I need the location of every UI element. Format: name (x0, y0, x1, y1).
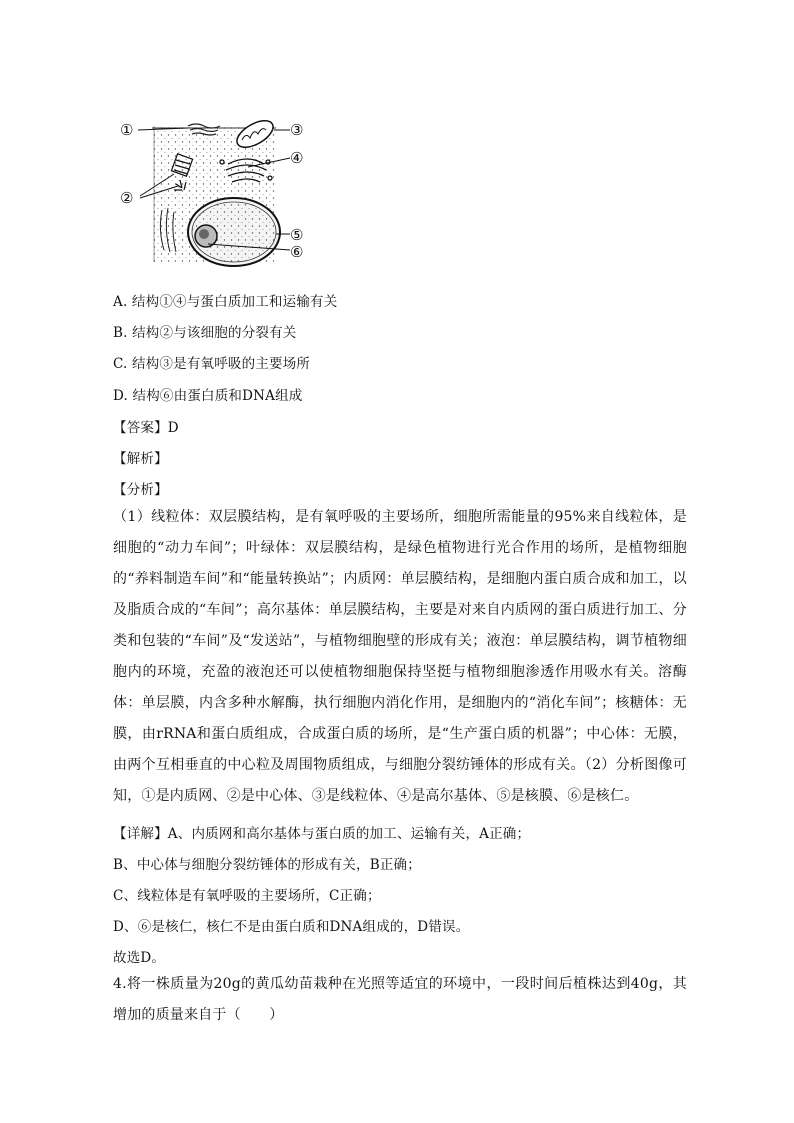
detail-line-5: 故选D。 (113, 950, 166, 966)
figure-label-2: ② (120, 189, 134, 207)
analyze-header: 【分析】 (113, 482, 168, 498)
figure-label-5: ⑤ (290, 226, 304, 244)
detail-line-2: B、中心体与细胞分裂纺锤体的形成有关，B正确； (113, 857, 421, 873)
figure-label-1: ① (120, 121, 134, 139)
answer-line: 【答案】D (113, 420, 179, 436)
figure-label-6: ⑥ (290, 243, 304, 261)
option-a: A. 结构①④与蛋白质加工和运输有关 (113, 294, 338, 310)
option-d: D. 结构⑥由蛋白质和DNA组成 (113, 388, 303, 404)
detail-line-3: C、线粒体是有氧呼吸的主要场所，C正确； (113, 888, 381, 904)
cell-structure-figure (118, 112, 318, 268)
analysis-paragraph: （1）线粒体：双层膜结构，是有氧呼吸的主要场所，细胞所需能量的95%来自线粒体，是细胞的“动力车间”；叶绿体：双层膜结构，是绿色植物进行光合作用的场所，是植物细胞的“养料制造车间”和“能量转换站”；内质网：单层膜结构，是细胞内蛋白质合成和加工，以及脂质合成的“车间”；高尔基体：单层膜结构，主要是对来自内质网的蛋白质进行加工、分类和包装的“车间”及“发送站”，与植物细胞壁的形成有关；液泡：单层膜结构，调节植物细胞内的环境，充盈的液泡还可以使植物细胞保持坚挺与植物细胞渗透作用吸水有关。溶酶体：单层膜，内含多种水解酶，执行细胞内消化作用，是细胞内的“消化车间”；核糖体：无膜，由rRNA和蛋白质组成，合成蛋白质的场所，是“生产蛋白质的机器”；中心体：无膜，由两个互相垂直的中心粒及周围物质组成，与细胞分裂纺锤体的形成有关。（2）分析图像可知，①是内质网、②是中心体、③是线粒体、④是高尔基体、⑤是核膜、⑥是核仁。 (113, 509, 687, 804)
detail-line-4: D、⑥是核仁，核仁不是由蛋白质和DNA组成的，D错误。 (113, 919, 470, 935)
analysis-header: 【解析】 (113, 451, 168, 467)
figure-label-3: ③ (290, 121, 304, 139)
detail-line-1: 【详解】A、内质网和高尔基体与蛋白质的加工、运输有关，A正确； (113, 826, 531, 842)
option-b: B. 结构②与该细胞的分裂有关 (113, 325, 297, 341)
option-c: C. 结构③是有氧呼吸的主要场所 (113, 356, 311, 372)
next-question: 4.将一株质量为20g的黄瓜幼苗栽种在光照等适宜的环境中，一段时间后植株达到40g，其增加的质量来自于（ ） (113, 976, 687, 1023)
figure-label-4: ④ (290, 149, 304, 167)
